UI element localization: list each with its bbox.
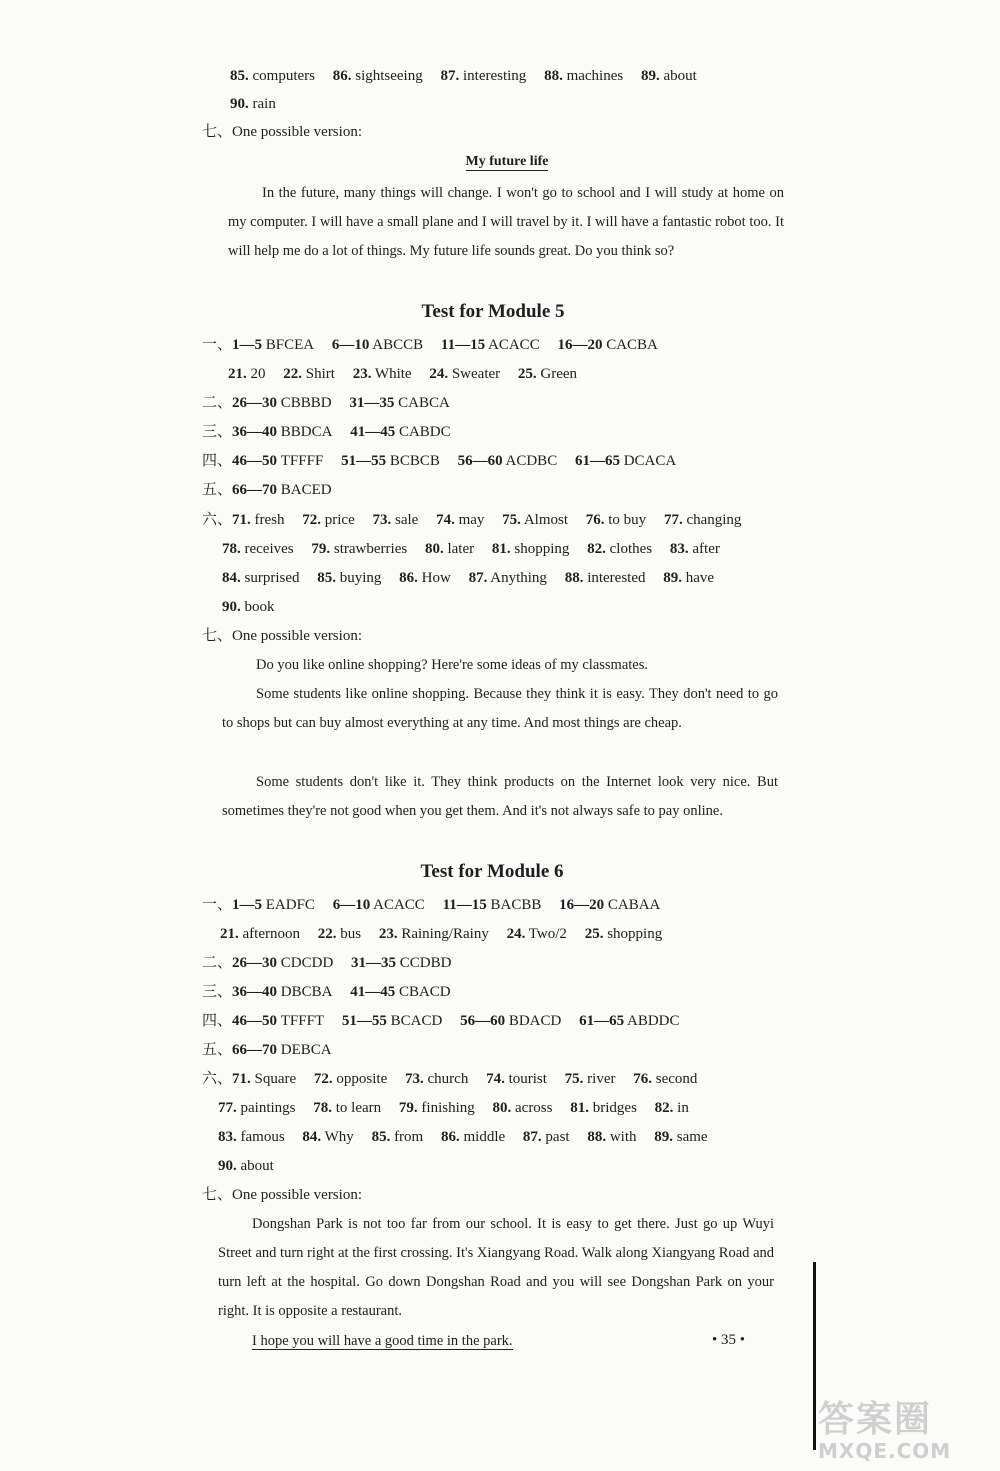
answer-line xyxy=(230,66,711,86)
answer-item: 86. middle xyxy=(440,1129,506,1145)
answer-item: 21. 20 xyxy=(228,366,266,382)
answer-item: 16—20 CABAA xyxy=(559,897,661,913)
section-heading: Test for Module 6 xyxy=(420,861,564,882)
answer-item: 26—30 CBBBD xyxy=(232,395,332,411)
answer-line xyxy=(222,597,289,617)
answer-line xyxy=(218,1098,703,1118)
answer-item: 80. across xyxy=(492,1100,553,1116)
answer-item: 21. afternoon xyxy=(220,926,300,942)
margin-rule xyxy=(813,1262,816,1450)
answer-item: 81. bridges xyxy=(570,1100,637,1116)
answer-item: 87. interesting xyxy=(440,68,527,84)
answer-item: 74. tourist xyxy=(486,1071,547,1087)
answer-line: 三、36—40 DBCBA 41—45 CBACD xyxy=(202,984,451,1000)
answer-line: 二、26—30 CBBBD 31—35 CABCA xyxy=(202,395,450,411)
answer-item: 36—40 DBCBA xyxy=(232,984,333,1000)
answer-item: 79. strawberries xyxy=(311,541,408,557)
essay-title: My future life xyxy=(465,154,549,169)
answer-line xyxy=(222,539,734,559)
answer-line: 三、36—40 BBDCA 41—45 CABDC xyxy=(202,424,451,440)
page-number: • 35 • xyxy=(712,1332,746,1348)
essay-paragraph: Some students like online shopping. Because they think it is easy. They don't need to go to shops but can buy almost everything at any time. And most things are cheap. xyxy=(222,686,778,731)
answer-item: 22. bus xyxy=(317,926,362,942)
answer-item: 76. to buy xyxy=(585,512,647,528)
answer-item: 76. second xyxy=(633,1071,698,1087)
answer-item: 1—5 BFCEA xyxy=(232,337,315,353)
answer-item: 23. White xyxy=(352,366,412,382)
writing-label: 七、One possible version: xyxy=(202,628,362,644)
site-watermark-logo: 答案圈 MXQE.COM xyxy=(818,1399,952,1463)
answer-item: 25. Green xyxy=(517,366,578,382)
answer-item: 16—20 CACBA xyxy=(557,337,658,353)
writing-label: 七、One possible version: xyxy=(202,124,362,140)
answer-item: 72. price xyxy=(302,512,355,528)
answer-item: 83. after xyxy=(669,541,720,557)
essay-paragraph: Dongshan Park is not too far from our school. It is easy to get there. Just go up Wuyi Street and turn right at the first crossing. It's Xiangyang Road. Walk along Xiangyang Road and turn left at the hospital. Go down Dongshan Road and you will see Dongshan Park on your right. It is opposite a restaurant. xyxy=(218,1216,774,1319)
answer-item: 89. same xyxy=(654,1129,708,1145)
answer-item: 11—15 ACACC xyxy=(440,337,540,353)
answer-item: 85. computers xyxy=(230,68,315,84)
section-heading: Test for Module 5 xyxy=(421,301,565,322)
answer-item: 90. book xyxy=(222,599,275,615)
answer-item: 56—60 BDACD xyxy=(460,1013,562,1029)
answer-item: 25. shopping xyxy=(584,926,663,942)
answer-line: 五、66—70 BACED xyxy=(202,482,332,498)
answer-item: 83. famous xyxy=(218,1129,285,1145)
answer-item: 46—50 TFFFF xyxy=(232,453,324,469)
answer-item: 72. opposite xyxy=(313,1071,388,1087)
answer-line xyxy=(230,94,290,114)
answer-line xyxy=(228,364,591,384)
answer-line: 一、1—5 BFCEA 6—10 ABCCB 11—15 ACACC 16—20 CACBA xyxy=(202,337,658,353)
answer-item: 77. paintings xyxy=(218,1100,296,1116)
answer-item: 41—45 CBACD xyxy=(350,984,451,1000)
answer-item: 74. may xyxy=(436,512,485,528)
answer-item: 85. buying xyxy=(317,570,382,586)
answer-line: 四、46—50 TFFFF 51—55 BCBCB 56—60 ACDBC 61—65 DCACA xyxy=(202,453,677,469)
answer-item: 51—55 BCBCB xyxy=(341,453,440,469)
answer-item: 71. fresh xyxy=(232,512,285,528)
answer-item: 82. clothes xyxy=(587,541,653,557)
essay-paragraph: Do you like online shopping? Here're some ideas of my classmates. xyxy=(256,657,649,673)
answer-item: 88. interested xyxy=(564,570,646,586)
answer-line xyxy=(218,1156,288,1176)
answer-item: 66—70 DEBCA xyxy=(232,1042,332,1058)
answer-item: 86. sightseeing xyxy=(332,68,423,84)
answer-item: 31—35 CABCA xyxy=(349,395,450,411)
answer-item: 41—45 CABDC xyxy=(350,424,451,440)
answer-item: 71. Square xyxy=(232,1071,297,1087)
essay-closing-line: I hope you will have a good time in the park. xyxy=(252,1333,513,1349)
answer-item: 79. finishing xyxy=(398,1100,475,1116)
answer-item: 24. Two/2 xyxy=(506,926,567,942)
answer-line: 二、26—30 CDCDD 31—35 CCDBD xyxy=(202,955,452,971)
answer-line: 六、71. fresh 72. price 73. sale 74. may 75. Almost 76. to buy 77. changing xyxy=(202,512,742,528)
answer-item: 77. changing xyxy=(663,512,742,528)
answer-item: 75. Almost xyxy=(502,512,569,528)
answer-item: 51—55 BCACD xyxy=(341,1013,443,1029)
essay-paragraph: Some students don't like it. They think products on the Internet look very nice. But sometimes they're not good when you get them. And it's not always safe to pay online. xyxy=(222,774,778,819)
answer-item: 88. with xyxy=(587,1129,637,1145)
answer-item: 61—65 DCACA xyxy=(574,453,677,469)
answer-item: 89. about xyxy=(640,68,697,84)
answer-item: 46—50 TFFFT xyxy=(232,1013,325,1029)
answer-item: 87. past xyxy=(522,1129,570,1145)
answer-line: 六、71. Square 72. opposite 73. church 74. tourist 75. river 76. second xyxy=(202,1071,698,1087)
answer-item: 90. rain xyxy=(230,96,276,112)
answer-item: 84. surprised xyxy=(222,570,300,586)
answer-line xyxy=(222,568,728,588)
essay-paragraph: In the future, many things will change. I won't go to school and I will study at home on my computer. I will have a small plane and I will travel by it. I will have a fantastic robot too. It will help me do a lot of things. My future life sounds great. Do you think so? xyxy=(228,185,784,259)
answer-item: 22. Shirt xyxy=(283,366,335,382)
answer-item: 75. river xyxy=(564,1071,616,1087)
answer-item: 78. to learn xyxy=(313,1100,382,1116)
answer-item: 24. Sweater xyxy=(429,366,501,382)
answer-line: 五、66—70 DEBCA xyxy=(202,1042,332,1058)
answer-item: 82. in xyxy=(654,1100,689,1116)
answer-item: 73. sale xyxy=(372,512,419,528)
answer-item: 6—10 ABCCB xyxy=(331,337,424,353)
answer-item: 56—60 ACDBC xyxy=(457,453,558,469)
answer-item: 81. shopping xyxy=(491,541,570,557)
answer-item: 11—15 BACBB xyxy=(442,897,542,913)
answer-item: 61—65 ABDDC xyxy=(579,1013,680,1029)
writing-label: 七、One possible version: xyxy=(202,1187,362,1203)
answer-line xyxy=(220,924,676,944)
answer-line: 四、46—50 TFFFT 51—55 BCACD 56—60 BDACD 61—65 ABDDC xyxy=(202,1013,680,1029)
answer-item: 36—40 BBDCA xyxy=(232,424,333,440)
answer-line xyxy=(218,1127,722,1147)
answer-item: 86. How xyxy=(399,570,451,586)
answer-item: 87. Anything xyxy=(468,570,547,586)
answer-item: 84. Why xyxy=(302,1129,354,1145)
answer-item: 80. later xyxy=(424,541,475,557)
answer-item: 85. from xyxy=(371,1129,424,1145)
answer-item: 6—10 ACACC xyxy=(332,897,425,913)
answer-item: 23. Raining/Rainy xyxy=(378,926,489,942)
answer-item: 78. receives xyxy=(222,541,294,557)
answer-item: 90. about xyxy=(218,1158,274,1174)
answer-item: 73. church xyxy=(405,1071,469,1087)
answer-item: 66—70 BACED xyxy=(232,482,332,498)
answer-item: 26—30 CDCDD xyxy=(232,955,334,971)
answer-item: 89. have xyxy=(663,570,715,586)
answer-item: 88. machines xyxy=(544,68,624,84)
answer-item: 31—35 CCDBD xyxy=(351,955,452,971)
answer-item: 1—5 EADFC xyxy=(232,897,315,913)
answer-line: 一、1—5 EADFC 6—10 ACACC 11—15 BACBB 16—20 CABAA xyxy=(202,897,661,913)
